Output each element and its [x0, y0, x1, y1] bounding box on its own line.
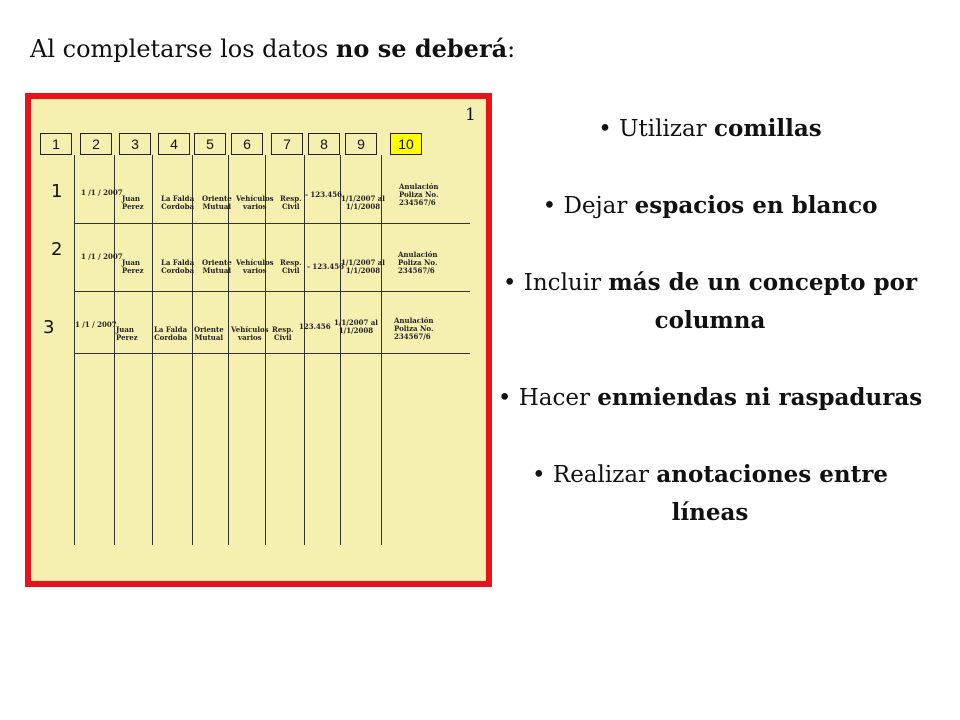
amount-cell: - 123.456 [307, 262, 345, 271]
list-item: • Incluir más de un concepto por columna [502, 269, 918, 334]
insurer-cell: Oriente Mutual [202, 194, 232, 211]
vehicle-cell: Vehículos varios [236, 258, 274, 275]
insurer-cell: Oriente Mutual [194, 325, 224, 342]
date-cell: 1 /1 / 2007 [81, 252, 123, 261]
slide-title [30, 34, 515, 63]
list-item: • Realizar anotaciones entre líneas [532, 461, 888, 526]
row-number: 2 [51, 239, 63, 260]
title-emphasis: no se deberá [335, 34, 508, 63]
column-header-4: 4 [158, 133, 190, 155]
row-number: 3 [43, 317, 55, 338]
vehicle-cell: Vehículos varios [236, 194, 274, 211]
column-header-6: 6 [231, 133, 263, 155]
name-cell: Juan Perez [122, 258, 144, 275]
coverage-cell: Resp. Civil [280, 194, 302, 211]
column-rule [381, 155, 382, 545]
column-rule [304, 155, 305, 545]
list-item: • Dejar espacios en blanco [542, 192, 878, 219]
column-header-2: 2 [80, 133, 112, 155]
period-cell: 1/1/2007 al 1/1/2008 [334, 318, 378, 335]
amount-cell: - 123.456 [305, 190, 343, 199]
column-header-10: 10 [390, 133, 422, 155]
column-header-1: 1 [40, 133, 72, 155]
title-tail: : [507, 35, 516, 63]
column-rule [265, 155, 266, 545]
column-header-5: 5 [194, 133, 226, 155]
ledger-form [25, 93, 492, 587]
name-cell: Juan Perez [122, 194, 144, 211]
place-cell: La Falda Cordoba [161, 258, 195, 275]
name-cell: Juan Perez [116, 325, 138, 342]
row-rule [74, 353, 470, 354]
column-rule [152, 155, 153, 545]
row-rule [74, 223, 470, 224]
row-rule [74, 291, 470, 292]
ledger-page-number: 1 [465, 105, 476, 125]
period-cell: 1/1/2007 al 1/1/2008 [341, 194, 385, 211]
column-header-9: 9 [345, 133, 377, 155]
column-rule [340, 155, 341, 545]
note-cell: Anulación Poliza No. 234567/6 [399, 182, 439, 207]
list-item: • Hacer enmiendas ni raspaduras [497, 384, 923, 411]
vehicle-cell: Vehículos varios [231, 325, 269, 342]
amount-cell: 123.456 [299, 322, 331, 331]
insurer-cell: Oriente Mutual [202, 258, 232, 275]
coverage-cell: Resp. Civil [272, 325, 294, 342]
column-rule [114, 155, 115, 545]
column-header-3: 3 [119, 133, 151, 155]
rules-list [495, 110, 925, 571]
place-cell: La Falda Cordoba [161, 194, 195, 211]
row-number: 1 [51, 181, 63, 202]
list-item: • Utilizar comillas [598, 115, 822, 142]
column-header-8: 8 [308, 133, 340, 155]
period-cell: 1/1/2007 al 1/1/2008 [341, 258, 385, 275]
date-cell: 1 /1 / 2007 [81, 188, 123, 197]
coverage-cell: Resp. Civil [280, 258, 302, 275]
note-cell: Anulación Poliza No. 234567/6 [394, 316, 434, 341]
note-cell: Anulación Poliza No. 234567/6 [398, 250, 438, 275]
column-rule [74, 155, 75, 545]
place-cell: La Falda Cordoba [154, 325, 188, 342]
column-rule [192, 155, 193, 545]
column-header-7: 7 [271, 133, 303, 155]
title-lead: Al completarse los datos [30, 35, 336, 63]
date-cell: 1 /1 / 2007 [75, 320, 117, 329]
column-rule [228, 155, 229, 545]
